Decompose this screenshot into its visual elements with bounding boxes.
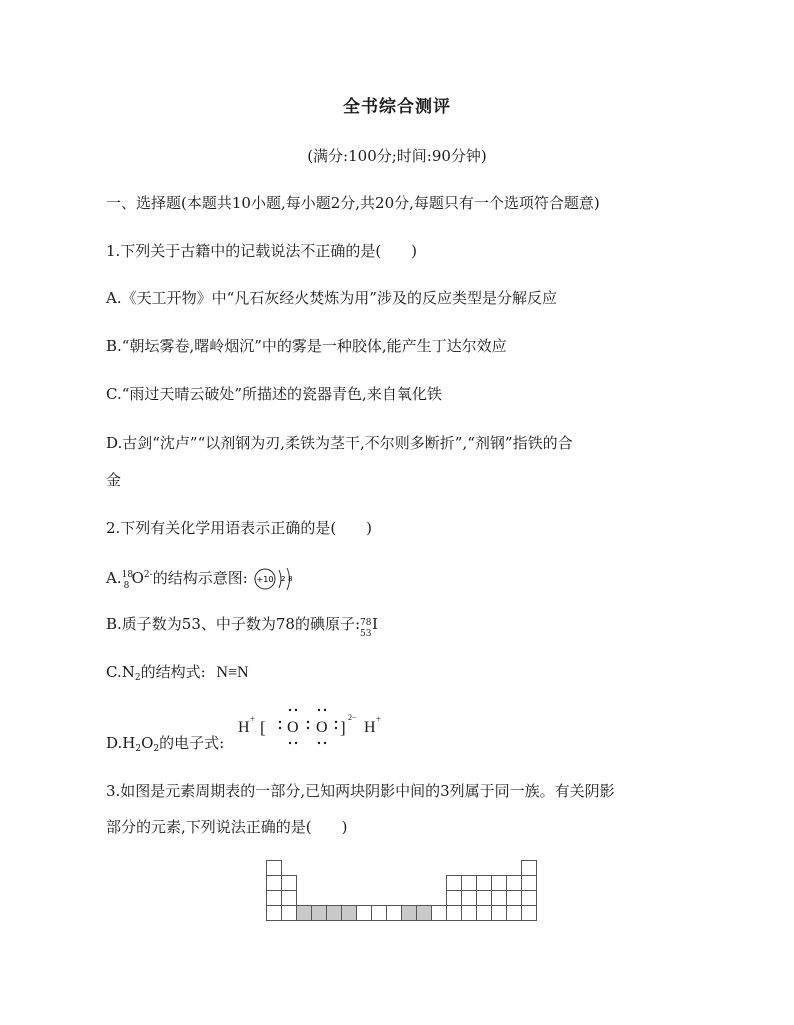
element-cell [476, 875, 492, 891]
mass-number: 18 [121, 570, 134, 580]
empty-cell [341, 890, 357, 906]
element-cell [386, 905, 402, 921]
page-title: 全书综合测评 [343, 97, 451, 117]
element-symbol: O [131, 569, 144, 587]
shell-1-electrons: 2 [280, 575, 286, 583]
left-bracket: [ [260, 718, 266, 737]
q1-option-d: D.古剑“沈卢”“以剂钢为刃,柔铁为茎干,不尔则多断折”,“剂钢”指铁的合 [106, 434, 573, 452]
empty-cell [386, 860, 402, 876]
element-cell [446, 905, 462, 921]
option-label: D.H [106, 734, 136, 752]
empty-cell [386, 890, 402, 906]
hydrogen-symbol: H [238, 719, 250, 736]
shaded-cell [296, 905, 312, 921]
empty-cell [281, 860, 297, 876]
element-cell [521, 905, 537, 921]
atom-structure-diagram [253, 566, 301, 592]
empty-cell [311, 875, 327, 891]
element-cell [446, 875, 462, 891]
empty-cell [356, 875, 372, 891]
empty-cell [416, 890, 432, 906]
option-text: 的结构示意图: [152, 569, 248, 587]
periodic-table-row [266, 875, 536, 890]
hydrogen-symbol-2: H [364, 719, 376, 736]
empty-cell [371, 875, 387, 891]
atomic-number: 8 [123, 581, 130, 591]
atomic-number: 53 [360, 629, 372, 639]
q1-option-b: B.“朝坛雾卷,曙岭烟沉”中的雾是一种胶体,能产生丁达尔效应 [106, 337, 507, 355]
empty-cell [386, 875, 402, 891]
element-cell [266, 905, 282, 921]
q2-stem: 2.下列有关化学用语表示正确的是( ) [106, 519, 373, 537]
empty-cell [311, 860, 327, 876]
element-cell [506, 875, 522, 891]
element-cell [356, 905, 372, 921]
element-cell [266, 875, 282, 891]
shell-2-electrons: 8 [287, 575, 293, 583]
empty-cell [341, 875, 357, 891]
empty-cell [296, 860, 312, 876]
empty-cell [506, 860, 522, 876]
q1-stem: 1.下列关于古籍中的记载说法不正确的是( ) [106, 242, 418, 260]
empty-cell [371, 890, 387, 906]
empty-cell [431, 890, 447, 906]
element-cell [281, 905, 297, 921]
empty-cell [326, 890, 342, 906]
element-cell [461, 905, 477, 921]
empty-cell [356, 860, 372, 876]
element-cell [431, 905, 447, 921]
element-cell [491, 905, 507, 921]
isotope-notation [121, 566, 134, 591]
element-cell [491, 875, 507, 891]
formula-element: O [141, 734, 154, 752]
empty-cell [461, 860, 477, 876]
nucleus-charge: +10 [256, 575, 273, 584]
empty-cell [476, 860, 492, 876]
empty-cell [371, 860, 387, 876]
empty-cell [401, 890, 417, 906]
oxygen-symbol-2: O [316, 719, 328, 736]
empty-cell [416, 860, 432, 876]
element-cell [266, 860, 282, 876]
isotope-notation [360, 614, 372, 639]
empty-cell [401, 875, 417, 891]
subscript: 2 [134, 673, 141, 683]
empty-cell [356, 890, 372, 906]
option-label: C.N [106, 663, 135, 681]
empty-cell [446, 860, 462, 876]
shaded-cell [401, 905, 417, 921]
empty-cell [431, 860, 447, 876]
periodic-table-diagram [266, 860, 536, 920]
hydrogen-charge-2: + [376, 714, 382, 724]
q3-stem: 3.如图是元素周期表的一部分,已知两块阴影中间的3列属于同一族。有关阴影 [106, 782, 615, 800]
empty-cell [326, 875, 342, 891]
q3-stem-cont: 部分的元素,下列说法正确的是( ) [106, 818, 348, 836]
element-cell [506, 890, 522, 906]
shaded-cell [326, 905, 342, 921]
empty-cell [296, 875, 312, 891]
element-cell [266, 890, 282, 906]
element-cell [461, 875, 477, 891]
element-cell [281, 875, 297, 891]
empty-cell [401, 860, 417, 876]
q1-option-c: C.“雨过天晴云破处”所描述的瓷器青色,来自氧化铁 [106, 385, 442, 403]
periodic-table-row [266, 890, 536, 905]
element-cell [521, 875, 537, 891]
section-heading: 一、选择题(本题共10小题,每小题2分,共20分,每题只有一个选项符合题意) [106, 194, 600, 212]
q2-option-c [106, 662, 249, 685]
q1-option-a: A.《天工开物》中“凡石灰经火焚炼为用”涉及的反应类型是分解反应 [106, 289, 557, 307]
empty-cell [491, 860, 507, 876]
empty-cell [311, 890, 327, 906]
electron-formula [236, 705, 396, 751]
ion-charge: 2- [143, 570, 153, 580]
element-cell [521, 860, 537, 876]
shaded-cell [416, 905, 432, 921]
empty-cell [326, 860, 342, 876]
periodic-table-row [266, 860, 536, 875]
element-cell [281, 890, 297, 906]
hydrogen-charge: + [250, 714, 256, 724]
periodic-table-row [266, 905, 536, 920]
structural-formula: N≡N [216, 664, 249, 681]
option-text: 的电子式: [159, 734, 225, 752]
exam-info: (满分:100分;时间:90分钟) [307, 147, 487, 165]
empty-cell [431, 875, 447, 891]
element-cell [476, 890, 492, 906]
empty-cell [341, 860, 357, 876]
q2-option-d [106, 733, 224, 756]
empty-cell [296, 890, 312, 906]
element-cell [491, 890, 507, 906]
q2-option-b [106, 614, 378, 639]
oxygen-symbol-1: O [287, 719, 299, 736]
subscript: 2 [135, 744, 142, 754]
q1-option-d-cont: 金 [106, 471, 122, 489]
option-text: 的结构式: [140, 663, 206, 681]
right-bracket: ] [340, 718, 346, 737]
option-label: A. [106, 569, 122, 587]
option-text: B.质子数为53、中子数为78的碘原子: [106, 615, 361, 633]
element-cell [461, 890, 477, 906]
element-cell [476, 905, 492, 921]
element-cell [506, 905, 522, 921]
element-cell [521, 890, 537, 906]
mass-number: 78 [360, 618, 372, 628]
ion-charge: 2− [348, 713, 357, 722]
subscript: 2 [153, 744, 160, 754]
shaded-cell [311, 905, 327, 921]
q2-option-a [106, 566, 301, 592]
element-cell [446, 890, 462, 906]
shaded-cell [341, 905, 357, 921]
element-cell [371, 905, 387, 921]
empty-cell [416, 875, 432, 891]
element-symbol: I [372, 615, 378, 633]
